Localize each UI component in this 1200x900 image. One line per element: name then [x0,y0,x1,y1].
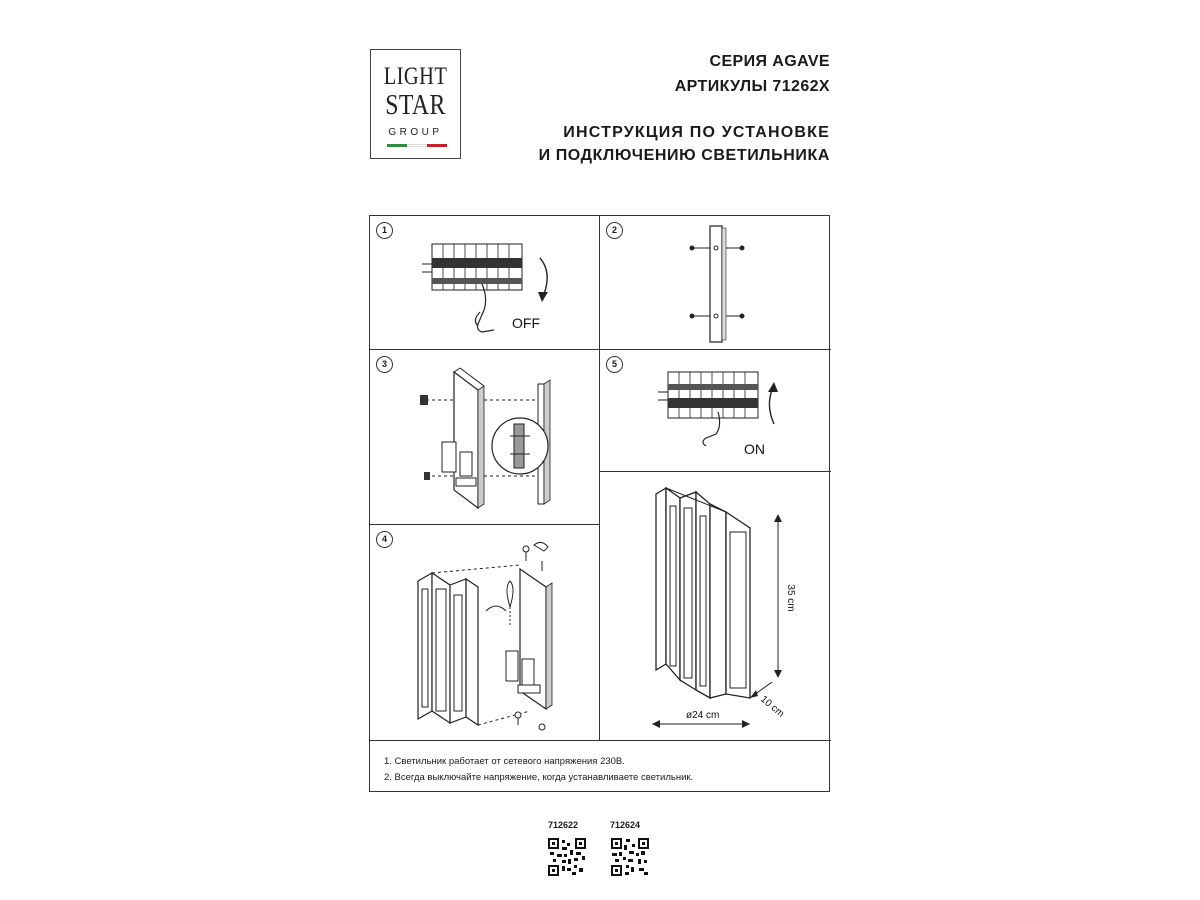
step-3-panel [370,350,600,525]
step-5-number: 5 [606,356,623,373]
step-2-number: 2 [606,222,623,239]
flag-stripe-green [387,144,407,147]
mounting-bracket-icon [600,216,830,349]
circuit-breaker-off-icon [370,216,599,349]
lamp-assembly-icon [370,525,599,740]
step-2-panel [600,216,831,350]
step-4-panel [370,525,600,741]
qr-code-icon [548,838,586,876]
dimension-depth-label: 10 cm [758,693,787,720]
step-1-number: 1 [376,222,393,239]
lamp-dimensions-drawing [600,472,830,740]
note-voltage: 1. Светильник работает от сетевого напряжения 230В. [384,756,625,767]
note-power-off: 2. Всегда выключайте напряжение, когда устанавливаете светильник. [384,772,694,783]
flag-stripe-red [427,144,447,147]
instruction-title-line1: ИНСТРУКЦИЯ ПО УСТАНОВКЕ [563,124,830,141]
circuit-breaker-on-icon [600,350,830,471]
instruction-sheet [369,215,830,792]
step-5-on-label: ON [744,441,765,457]
series-title: СЕРИЯ AGAVE [709,53,830,70]
step-5-panel [600,350,831,472]
step-1-off-label: OFF [512,315,540,331]
bracket-mounting-icon [370,350,599,524]
step-4-number: 4 [376,531,393,548]
logo-text-group: GROUP [388,127,443,138]
dimension-width-label: ø24 cm [686,710,720,721]
step-1-panel [370,216,600,350]
logo-text-star: STAR [385,89,446,121]
dimensions-panel [600,472,831,741]
logo-text-light: LIGHT [383,63,448,90]
dimension-height-label: 35 cm [785,584,796,612]
step-3-number: 3 [376,356,393,373]
article-code-712622: 712622 [548,820,579,830]
articles-title: АРТИКУЛЫ 71262X [674,78,830,95]
brand-logo [370,49,461,159]
notes-section [370,741,829,786]
qr-code-icon [611,838,649,876]
instruction-title-line2: И ПОДКЛЮЧЕНИЮ СВЕТИЛЬНИКА [538,147,830,164]
flag-stripe-white [407,144,427,147]
article-code-712624: 712624 [610,820,641,830]
